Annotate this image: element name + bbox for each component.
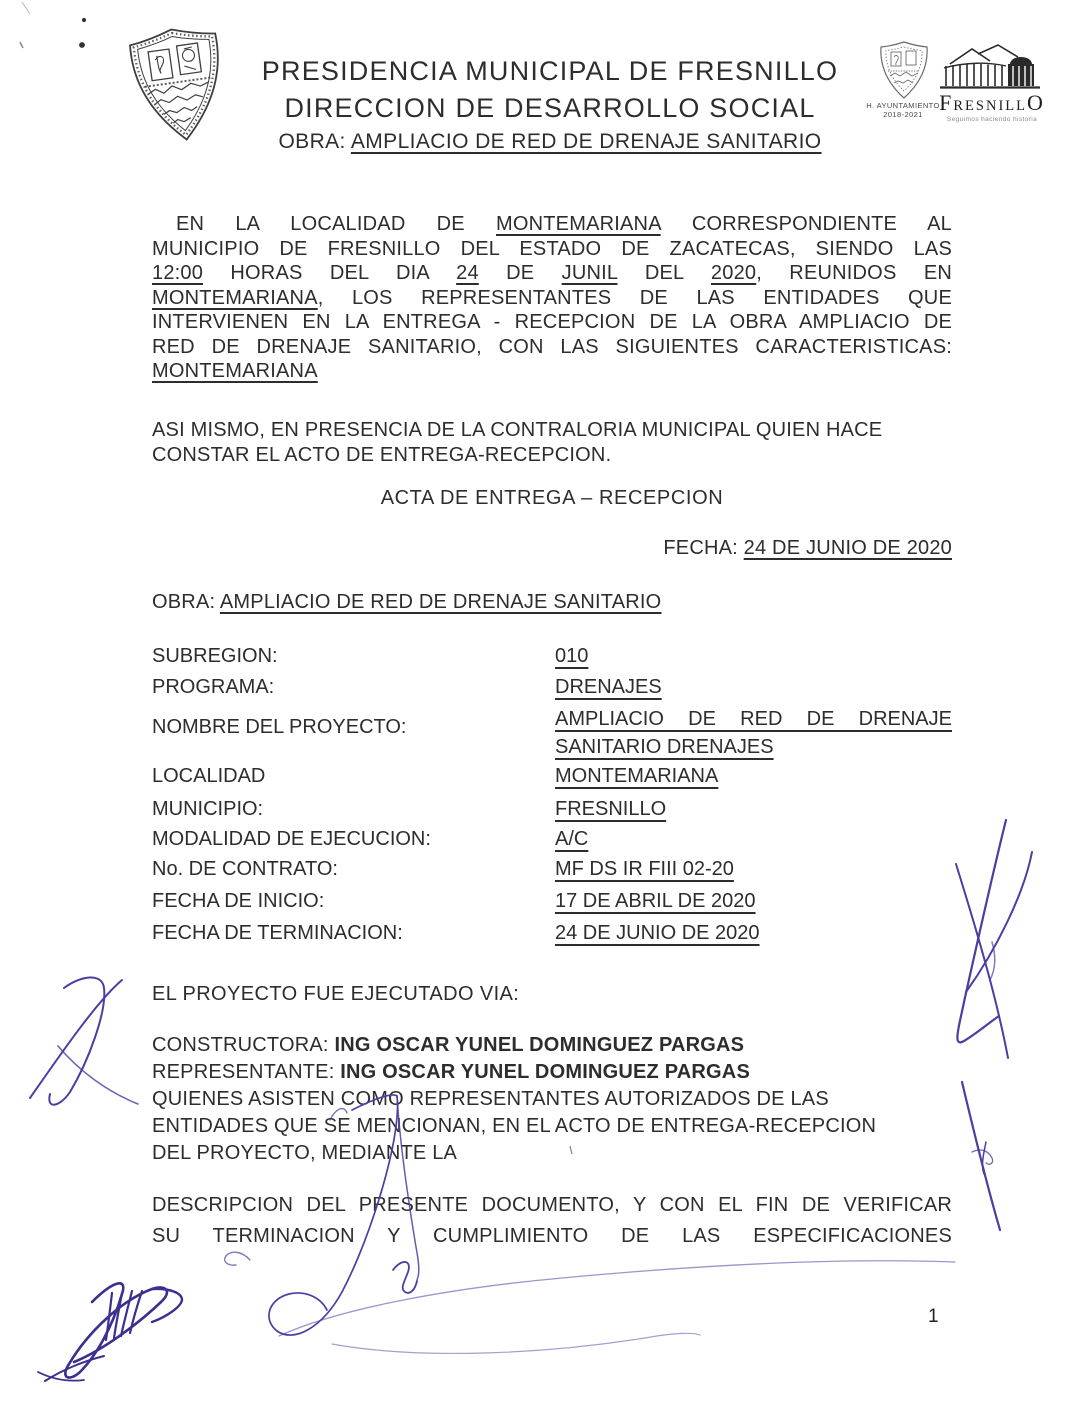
field-value: DRENAJES bbox=[555, 676, 662, 698]
intro-paragraph bbox=[152, 212, 952, 384]
intro-line: 12:00 HORAS DEL DIA 24 DE JUNIL DEL 2020, REUNIDOS EN bbox=[152, 262, 952, 284]
intro-line: MONTEMARIANA bbox=[152, 360, 318, 382]
representante-line: REPRESENTANTE: ING OSCAR YUNEL DOMINGUEZ PARGAS bbox=[152, 1061, 750, 1083]
obra-label: OBRA: bbox=[152, 591, 220, 613]
paragraph-line: ENTIDADES QUE SE MENCIONAN, EN EL ACTO DE ENTREGA-RECEPCION bbox=[152, 1115, 877, 1137]
field-label: MODALIDAD DE EJECUCION: bbox=[152, 828, 431, 850]
page-number: 1 bbox=[928, 1306, 939, 1327]
fresnillo-logo-art bbox=[936, 42, 1048, 92]
field-label: No. DE CONTRATO: bbox=[152, 858, 338, 880]
ayuntamiento-shield-logo bbox=[872, 40, 936, 100]
contraloria-paragraph bbox=[152, 418, 952, 467]
paragraph-line: ASI MISMO, EN PRESENCIA DE LA CONTRALORIA MUNICIPAL QUIEN HACE bbox=[152, 419, 883, 441]
intro-line: MONTEMARIANA, LOS REPRESENTANTES DE LAS ENTIDADES QUE bbox=[152, 286, 952, 309]
fresnillo-tagline: Seguimos haciendo historia bbox=[946, 116, 1038, 123]
obra-header-value: AMPLIACIO DE RED DE DRENAJE SANITARIO bbox=[350, 130, 822, 153]
obra-header-label: OBRA: bbox=[278, 130, 351, 153]
field-value: 24 DE JUNIO DE 2020 bbox=[555, 922, 760, 944]
document-title-obra bbox=[150, 130, 950, 154]
final-paragraph bbox=[152, 1190, 952, 1251]
signature-right-tall bbox=[956, 820, 1032, 1058]
document-title-line2: DIRECCION DE DESARROLLO SOCIAL bbox=[284, 93, 816, 123]
intro-line: INTERVIENEN EN LA ENTREGA - RECEPCION DE LA OBRA AMPLIACIO DE bbox=[152, 311, 952, 333]
acta-heading: ACTA DE ENTREGA – RECEPCION bbox=[380, 487, 724, 509]
field-value bbox=[555, 705, 952, 761]
document-title-line1: PRESIDENCIA MUNICIPAL DE FRESNILLO bbox=[261, 56, 839, 86]
ayuntamiento-caption-line2: 2018-2021 bbox=[883, 110, 923, 119]
fresnillo-wordmark: FRESNILLO bbox=[939, 90, 1045, 115]
project-fields bbox=[152, 640, 952, 960]
signature-bottom-left-scribble bbox=[38, 1283, 182, 1381]
signature-right-small bbox=[962, 1082, 1000, 1230]
field-value-line2: SANITARIO DRENAJES bbox=[555, 736, 774, 758]
field-label: FECHA DE TERMINACION: bbox=[152, 922, 403, 944]
fecha-value: 24 DE JUNIO DE 2020 bbox=[743, 537, 952, 559]
ejecutado-line: EL PROYECTO FUE EJECUTADO VIA: bbox=[152, 983, 520, 1005]
field-value: 010 bbox=[555, 645, 589, 667]
paragraph-line: CONSTAR EL ACTO DE ENTREGA-RECEPCION. bbox=[152, 443, 612, 466]
intro-line: EN LA LOCALIDAD DE MONTEMARIANA CORRESPONDIENTE AL bbox=[176, 213, 952, 235]
field-value: 17 DE ABRIL DE 2020 bbox=[555, 890, 756, 912]
field-label: SUBREGION: bbox=[152, 645, 278, 667]
ayuntamiento-caption bbox=[860, 101, 946, 119]
paragraph-line: QUIENES ASISTEN COMO REPRESENTANTES AUTORIZADOS DE LAS bbox=[152, 1088, 829, 1110]
obra-line bbox=[152, 590, 952, 615]
field-value: FRESNILLO bbox=[555, 798, 667, 820]
fecha-line bbox=[152, 536, 952, 561]
field-value: MONTEMARIANA bbox=[555, 765, 719, 787]
fresnillo-logo bbox=[936, 42, 1048, 123]
field-label: FECHA DE INICIO: bbox=[152, 890, 325, 912]
field-value: MF DS IR FIII 02-20 bbox=[555, 858, 734, 880]
paragraph-line: DESCRIPCION DEL PRESENTE DOCUMENTO, Y CON EL FIN DE VERIFICAR bbox=[152, 1194, 952, 1216]
obra-value: AMPLIACIO DE RED DE DRENAJE SANITARIO bbox=[219, 591, 662, 613]
ayuntamiento-caption-line1: H. AYUNTAMIENTO bbox=[866, 101, 940, 110]
fecha-label: FECHA: bbox=[663, 537, 744, 559]
intro-line: MUNICIPIO DE FRESNILLO DEL ESTADO DE ZACATECAS, SIENDO LAS bbox=[152, 237, 952, 260]
paragraph-line: DEL PROYECTO, MEDIANTE LA bbox=[152, 1142, 458, 1164]
constructora-paragraph bbox=[152, 1032, 952, 1167]
field-label: MUNICIPIO: bbox=[152, 798, 264, 820]
field-label: NOMBRE DEL PROYECTO: bbox=[152, 716, 407, 738]
intro-line: RED DE DRENAJE SANITARIO, CON LAS SIGUIENTES CARACTERISTICAS: bbox=[152, 335, 952, 358]
paragraph-line: SU TERMINACION Y CUMPLIMIENTO DE LAS ESPECIFICACIONES bbox=[152, 1224, 952, 1247]
signature-left-x bbox=[30, 977, 138, 1104]
constructora-line: CONSTRUCTORA: ING OSCAR YUNEL DOMINGUEZ PARGAS bbox=[152, 1034, 745, 1056]
field-label: LOCALIDAD bbox=[152, 765, 266, 787]
field-value-line1: AMPLIACIO DE RED DE DRENAJE bbox=[555, 708, 952, 730]
field-value: A/C bbox=[555, 828, 589, 850]
field-label: PROGRAMA: bbox=[152, 676, 275, 698]
